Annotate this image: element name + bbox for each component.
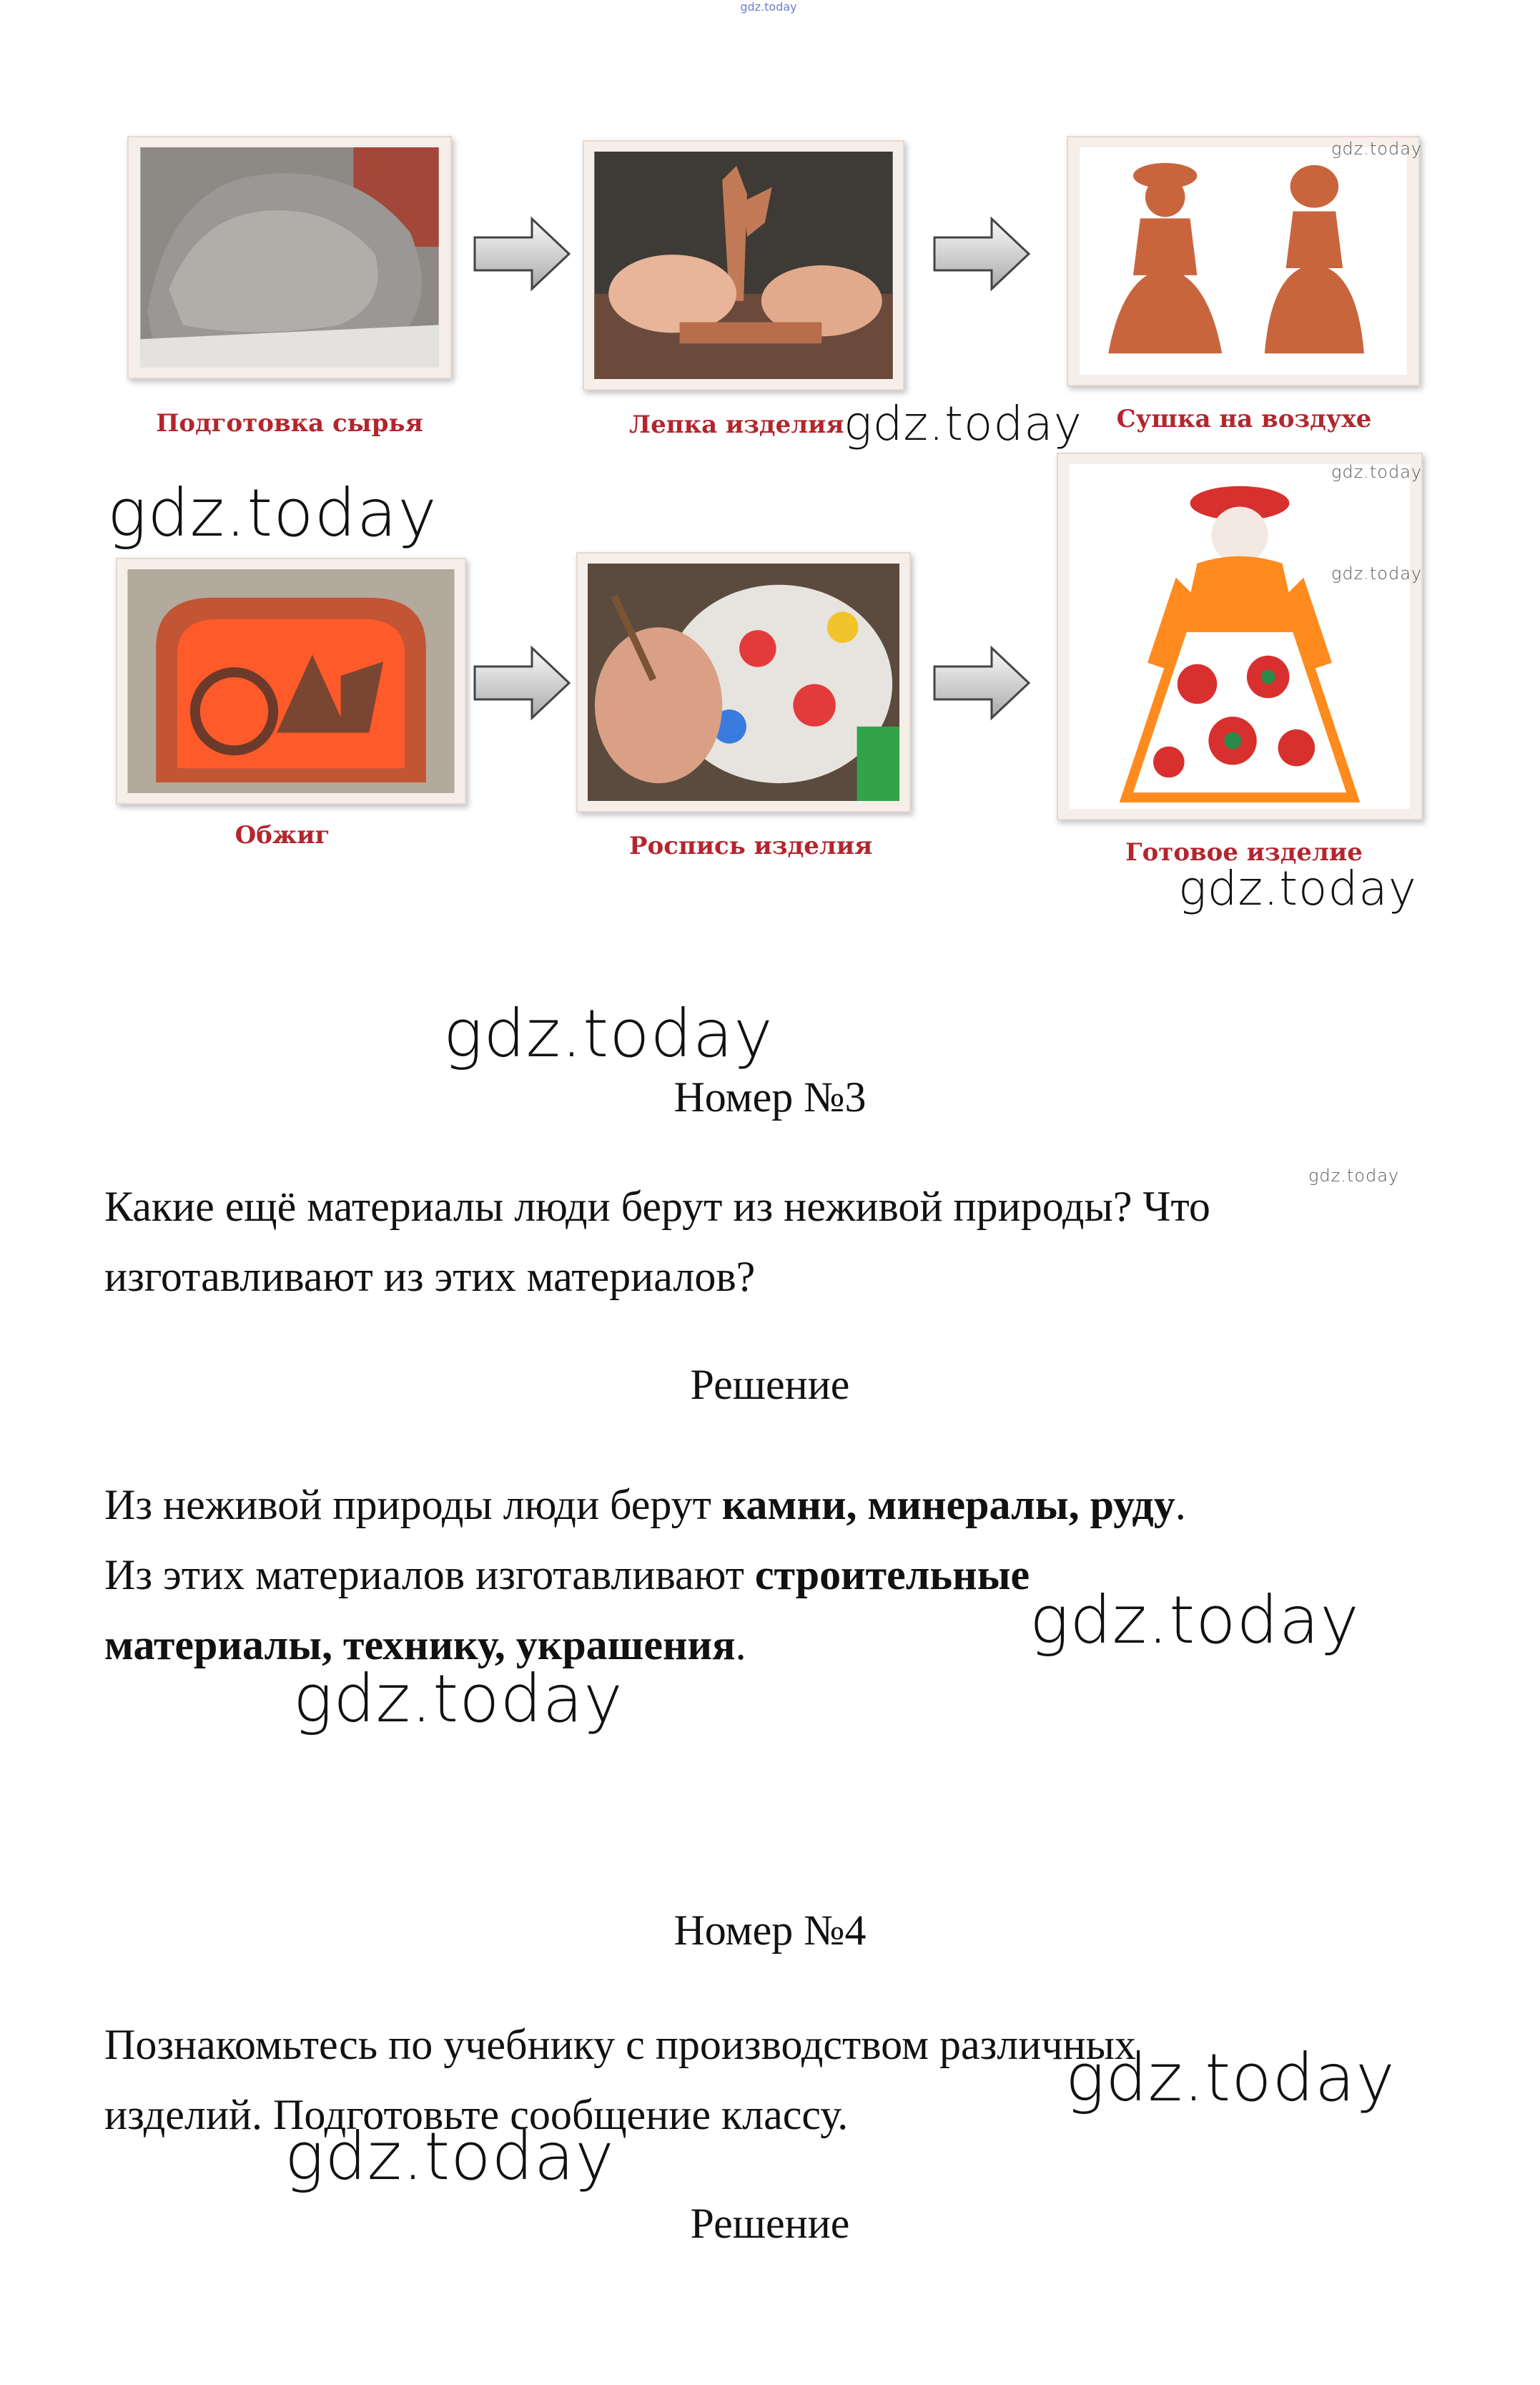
answer-line: материалы, технику, украшения. [104, 1621, 746, 1668]
watermark: gdz.today [107, 475, 438, 551]
answer-bold: материалы, технику, украшения [104, 1621, 736, 1668]
watermark: gdz.today [844, 396, 1082, 451]
clay-lump-image [139, 147, 440, 368]
top-watermark: gdz.today [740, 0, 797, 14]
watermark: gdz.today [1331, 462, 1423, 482]
watermark: gdz.today [293, 1661, 623, 1737]
answer-bold: камни, минералы, руду [721, 1481, 1175, 1528]
watermark: gdz.today [285, 2118, 615, 2195]
watermark: gdz.today [1331, 564, 1423, 584]
question-line: изделий. Подготовьте сообщение классу. [104, 2091, 849, 2138]
step-caption: Готовое изделие [1125, 838, 1363, 867]
clay-figures-image [1078, 147, 1408, 375]
watermark: gdz.today [1178, 861, 1417, 916]
step-photo-finished [1057, 453, 1423, 820]
step-photo-raw-clay [127, 136, 452, 379]
question-line: Познакомьтесь по учебнику с производством различных [104, 2021, 1136, 2068]
task4-question [104, 2010, 1463, 2150]
step-caption: Роспись изделия [629, 832, 873, 860]
watermark: gdz.today [1308, 1166, 1400, 1186]
hands-modeling-image [594, 152, 893, 379]
arrow-right-icon [932, 215, 1032, 293]
task4-solution-label: Решение [690, 2200, 850, 2247]
kiln-image [127, 569, 455, 793]
answer-line: Из этих материалов изготавливают строительные [104, 1551, 1030, 1598]
task4-title: Номер №4 [673, 1907, 867, 1954]
watermark: gdz.today [1030, 1582, 1360, 1658]
answer-bold: строительные [754, 1551, 1030, 1598]
step-photo-painting [576, 552, 911, 812]
step-photo-modeling [583, 140, 904, 390]
question-line: Какие ещё материалы люди берут из неживой природы? Что [104, 1183, 1210, 1230]
step-photo-drying [1067, 136, 1423, 386]
watermark: gdz.today [443, 995, 774, 1072]
question-line: изготавливают из этих материалов? [104, 1253, 756, 1300]
task3-answer [104, 1470, 1463, 1680]
step-caption: Обжиг [235, 821, 330, 850]
watermark: gdz.today [1065, 2040, 1396, 2116]
arrow-right-icon [472, 644, 572, 722]
task3-title: Номер №3 [673, 1073, 867, 1121]
task3-solution-label: Решение [690, 1361, 850, 1408]
arrow-right-icon [472, 215, 572, 293]
step-photo-firing [116, 558, 466, 805]
dymkovo-toy-image [1068, 464, 1411, 809]
arrow-right-icon [932, 644, 1032, 722]
task3-question [104, 1171, 1463, 1312]
answer-line: Из неживой природы люди берут камни, минералы, руду. [104, 1481, 1186, 1528]
painting-toys-image [588, 564, 899, 801]
step-caption: Сушка на воздухе [1116, 405, 1372, 433]
step-caption: Лепка изделия [629, 410, 844, 439]
watermark: gdz.today [1331, 139, 1423, 159]
step-caption: Подготовка сырья [156, 409, 423, 438]
